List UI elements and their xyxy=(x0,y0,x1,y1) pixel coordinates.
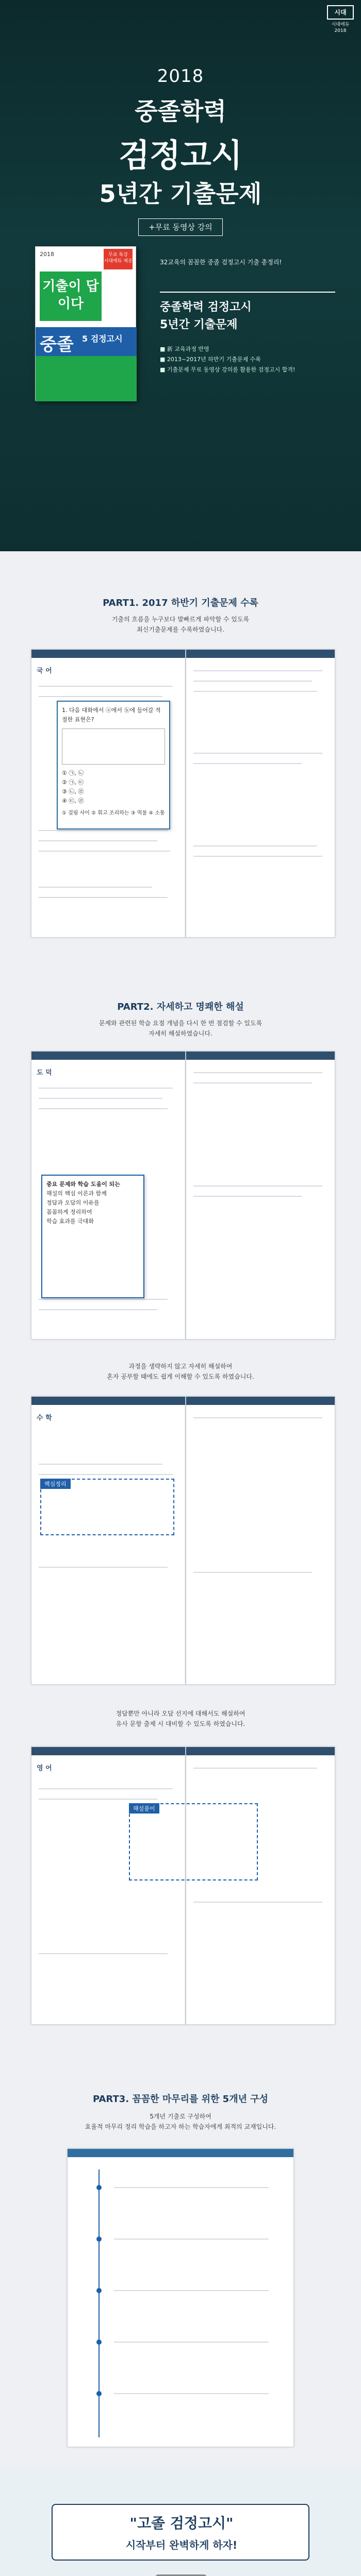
page-header xyxy=(186,1747,335,1755)
page-subject: 수 학 xyxy=(37,1414,52,1422)
timeline-dot xyxy=(96,2236,102,2242)
callout-question: 1. 다음 대화에서 ⓐ에서 ⓑ에 들어갈 적절한 표현은? xyxy=(62,707,161,723)
brand-logo xyxy=(327,5,354,34)
callout-option: ④ ㉢, ㉣ xyxy=(62,798,84,804)
part2-desc-3: 과정을 생략하지 않고 자세히 해설하여 xyxy=(128,1363,233,1370)
page-header xyxy=(31,1397,185,1405)
timeline xyxy=(99,2170,100,2437)
highlight-tag: 해설풀이 xyxy=(129,1803,159,1814)
callout-option: ② ㉠, ㉢ xyxy=(62,779,84,786)
callout-line: 정답과 오답의 이유를 xyxy=(46,1199,100,1206)
callout-bottom: ① 걸림 사이 ② 휘고 조리하는 ③ 먹물 ④ 소통 xyxy=(62,810,165,816)
hero-bullet: ■ 기출문제 무료 동영상 강의를 활용한 검정고시 합격! xyxy=(160,366,296,373)
timeline-dot xyxy=(96,2340,102,2345)
callout-box xyxy=(62,728,165,765)
page-header xyxy=(31,650,185,658)
page-header xyxy=(186,650,335,658)
page-header xyxy=(68,2149,293,2157)
book-bottom xyxy=(36,356,137,401)
promo-banner xyxy=(52,2504,309,2561)
hero-year: 2018 xyxy=(157,66,204,87)
part2-callout xyxy=(41,1175,144,1298)
hero-bullet: ■ 新 교육과정 반영 xyxy=(160,346,209,352)
book-series-label: 검정고시 xyxy=(90,334,123,344)
book-year: 2018 xyxy=(40,251,54,258)
highlight-tag: 핵심정리 xyxy=(40,1479,71,1489)
callout-option: ① ㉠, ㉡ xyxy=(62,770,84,776)
part1-desc-1: 기출의 흐름을 누구보다 발빠르게 파악할 수 있도록 xyxy=(111,616,250,623)
page-header xyxy=(31,1747,185,1755)
part2-page-left-2 xyxy=(31,1396,186,1685)
part2-desc-6: 유사 문항 출제 시 대비할 수 있도록 하였습니다. xyxy=(116,1720,245,1727)
page-subject: 국 어 xyxy=(37,667,52,675)
promo-banner-sub: 시작부터 완벽하게 하자! xyxy=(125,2539,238,2551)
callout-line: 꼼꼼하게 정리하여 xyxy=(46,1209,92,1215)
math-highlight-box xyxy=(40,1479,174,1535)
book-band xyxy=(36,327,137,356)
part2-title: PART2. 자세하고 명쾌한 해설 xyxy=(117,1002,244,1012)
hero-intro: 32교육의 꼼꼼한 중졸 검정고시 기출 총정리! xyxy=(160,259,282,266)
free-lecture-badge: +무료 동영상 강의 xyxy=(138,218,223,236)
final-section xyxy=(0,2468,361,2576)
page-subject: 도 덕 xyxy=(37,1069,52,1077)
brand-mark: 시대 xyxy=(327,5,354,20)
book-grade: 중졸 xyxy=(40,334,74,355)
part2-desc-1: 문제와 관련된 학습 요점 개념을 다시 한 번 점검할 수 있도록 xyxy=(99,1020,262,1027)
page-header xyxy=(31,1052,185,1060)
brand-year: 2018 xyxy=(334,28,347,33)
part3-section xyxy=(0,2056,361,2468)
hero-bullets xyxy=(160,344,346,375)
part3-title: PART3. 꼼꼼한 마무리를 위한 5개년 구성 xyxy=(92,2094,269,2105)
hero-title-3: 5년간 기출문제 xyxy=(99,180,262,208)
brand-name: 시대에듀 xyxy=(331,22,350,27)
promo-banner-title: "고졸 검정고시" xyxy=(129,2515,234,2532)
hero-bullet: ■ 2013~2017년 하반기 기출문제 수록 xyxy=(160,356,261,363)
callout-line: 해설의 핵심 이론과 함께 xyxy=(46,1190,107,1197)
timeline-dot xyxy=(96,2185,102,2190)
page-subject: 영 어 xyxy=(37,1765,52,1772)
part1-section xyxy=(0,551,361,958)
book-five: 5 xyxy=(82,334,88,344)
timeline-dot xyxy=(96,2391,102,2396)
page-header xyxy=(186,1052,335,1060)
part2-page-right xyxy=(186,1051,335,1340)
book-stamp-sub: 시대에듀 제공 xyxy=(104,259,133,264)
book-headline: 기출이 답이다 xyxy=(40,272,102,321)
hero-title-1: 중졸학력 xyxy=(135,97,226,125)
part2-desc-2: 자세히 해설하였습니다. xyxy=(149,1030,212,1037)
hero-side-title-1: 중졸학력 검정고시 xyxy=(160,301,252,314)
part3-desc-2: 효율적 마무리 정리 학습을 하고자 하는 학습자에게 최적의 교재입니다. xyxy=(85,2123,276,2130)
part2-desc-4: 혼자 공부할 때에도 쉽게 이해할 수 있도록 하였습니다. xyxy=(107,1373,254,1380)
part2-page-right-3 xyxy=(186,1747,335,2025)
part2-page-left-3 xyxy=(31,1747,186,2025)
part1-callout xyxy=(57,701,170,829)
part2-section xyxy=(0,958,361,2056)
part1-title: PART1. 2017 하반기 기출문제 수록 xyxy=(103,598,258,608)
part2-desc-5: 정답뿐만 아니라 오답 선지에 대해서도 해설하여 xyxy=(116,1710,245,1717)
callout-line: 학습 효과를 극대화 xyxy=(46,1218,94,1225)
part1-desc-2: 최신기출문제를 수록하였습니다. xyxy=(137,626,224,633)
hero-divider xyxy=(160,292,335,293)
hero-section xyxy=(0,0,361,551)
book-stamp-label: 무료 특강 xyxy=(108,252,128,258)
hero-side-title xyxy=(160,299,346,334)
part1-page-right xyxy=(186,649,335,938)
timeline-dot xyxy=(96,2288,102,2293)
book-cover xyxy=(35,246,136,401)
book-series xyxy=(82,332,123,344)
english-highlight-box xyxy=(129,1803,258,1880)
page-header xyxy=(186,1397,335,1405)
part2-page-right-2 xyxy=(186,1396,335,1685)
part3-toc-page xyxy=(67,2148,294,2447)
hero-title-2: 검정고시 xyxy=(119,137,242,174)
callout-head: 중요 문제와 학습 도움이 되는 xyxy=(46,1181,120,1188)
part3-desc-1: 5개년 기출로 구성하여 xyxy=(150,2113,211,2120)
hero-side-title-2: 5년간 기출문제 xyxy=(160,318,238,331)
callout-option: ③ ㉡, ㉣ xyxy=(62,788,84,795)
book-stamp xyxy=(104,249,133,269)
